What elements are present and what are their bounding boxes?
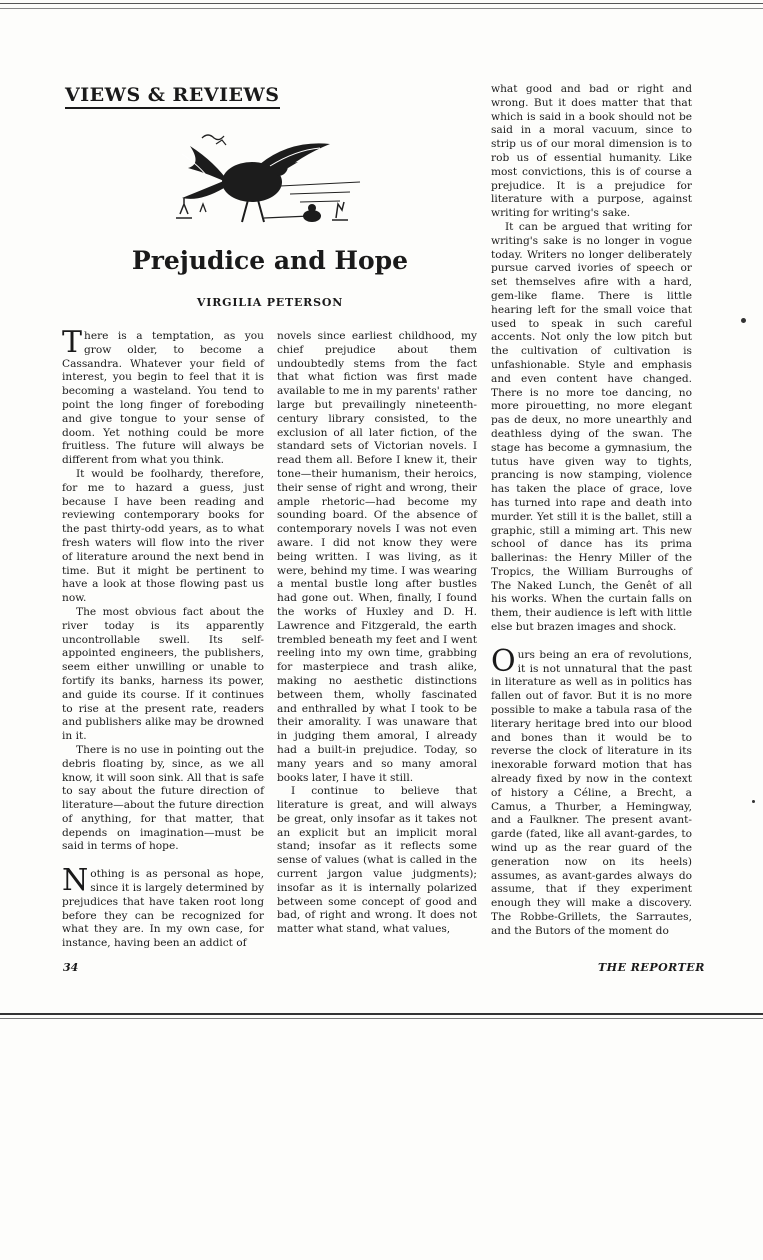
bird-illustration bbox=[160, 124, 370, 234]
top-rule-secondary bbox=[0, 8, 763, 9]
paragraph: Nothing is as personal as hope, since it is largely determined by prejudices that have taken root long before they can be recognized for what they are. In my own case, for instance, having been an addict of bbox=[62, 863, 264, 950]
paragraph: It would be foolhardy, therefore, for me to hazard a guess, just because I have been reading and reviewing contemporary books for the past thirty-odd years, as to what fresh waters will flow into the river of literature around the next bend in time. But it might be pertinent to have a look at those flowing past us now. bbox=[62, 467, 264, 605]
top-rule bbox=[0, 3, 763, 4]
paragraph: There is a temptation, as you grow older, to become a Cassandra. Whatever your field of interest, you begin to feel that it is becoming a wasteland. You tend to point the long finger of foreboding and give tongue to your sense of doom. Yet nothing could be more fruitless. The future will always be different from what you think. bbox=[62, 325, 264, 467]
column-3 bbox=[491, 83, 692, 953]
paragraph: novels since earliest childhood, my chief prejudice about them undoubtedly stems from the fact that what fiction was first made available to me in my parents' rather large but prevailingly nineteenth-century library consisted, to the exclusion of all later fiction, of the standard sets of Victorian novels. I read them all. Before I knew it, their tone—their humanism, their heroics, their sense of right and wrong, their ample rhetoric—had become my sounding board. Of the absence of contemporary novels I was not even aware. I did not know they were being written. I was living, as it were, behind my time. I was wearing a mental bustle long after bustles had gone out. When, finally, I found the works of Huxley and D. H. Lawrence and Fitzgerald, the earth trembled beneath my feet and I went reeling into my own time, grabbing for masterpiece and trash alike, making no aesthetic distinctions between them, wholly fascinated and enthralled by what I took to be their amorality. I was unaware that in judging them amoral, I already had a built-in prejudice. Today, so many years and so many amoral books later, I have it still. bbox=[277, 330, 477, 784]
bottom-rule bbox=[0, 1013, 763, 1015]
paragraph: what good and bad or right and wrong. But it does matter that that which is said in a book should not be said in a moral vacuum, since to strip us of our moral dimension is to rob us of essential humanity. Like most convictions, this is of course a prejudice. It is a prejudice for literature with a purpose, against writing for writing's sake. bbox=[491, 83, 692, 220]
page-number: 34 bbox=[63, 961, 79, 974]
paragraph: I continue to believe that literature is great, and will always be great, only insofar as it takes not an explicit but an implicit moral stand; insofar as it reflects some sense of values (what is called in the current jargon value judgments); insofar as it is internally polarized between some concept of good and bad, of right and wrong. It does not matter what stand, what values, bbox=[277, 785, 477, 936]
ink-speck bbox=[752, 800, 755, 803]
paragraph: There is no use in pointing out the debris floating by, since, as we all know, it will soon sink. All that is safe to say about the future direction of literature—about the future direction of anything, for that matter, that depends on imagination—must be said in terms of hope. bbox=[62, 743, 264, 853]
paragraph: Ours being an era of revolutions, it is not unnatural that the past in literature as well as in politics has fallen out of favor. But it is no more possible to make a tabula rasa of the literary heritage bred into our blood and bones than it would be to reverse the clock of literature in its inexorable forward motion that has already fixed by now in the context of history a Céline, a Brecht, a Camus, a Thurber, a Hemingway, and a Faulkner. The present avant-garde (fated, like all avant-gardes, to wind up as the rear guard of the generation now on its heels) assumes, as avant-gardes always do assume, that if they experiment enough they will make a discovery. The Robbe-Grillets, the Sarrautes, and the Butors of the moment do bbox=[491, 643, 692, 937]
paragraph: The most obvious fact about the river today is its apparently uncontrollable swell. Its self-appointed engineers, the publishers, seem either unwilling or unable to fortify its banks, harness its power, and guide its course. If it continues to rise at the present rate, readers and publishers alike may be drowned in it. bbox=[62, 605, 264, 743]
ink-speck bbox=[741, 318, 746, 323]
article-byline: VIRGILIA PETERSON bbox=[196, 296, 344, 309]
article-title: Prejudice and Hope bbox=[131, 246, 409, 275]
magazine-name: THE REPORTER bbox=[598, 961, 705, 974]
section-heading: VIEWS & REVIEWS bbox=[65, 84, 280, 109]
bottom-rule-secondary bbox=[0, 1018, 763, 1019]
column-2 bbox=[277, 330, 477, 952]
paragraph: It can be argued that writing for writing's sake is no longer in vogue today. Writers no longer deliberately pursue carved ivories of speech or set themselves afire with a hard, gem-like flame. There is little hearing left for the small voice that used to speak in such careful accents. Not only the low pitch but the cultivation of cultivation is unfashionable. Style and emphasis and even content have changed. There is no more toe dancing, no more pirouetting, no more elegant pas de deux, no more unearthly and deathless dying of the swan. The stage has become a gymnasium, the tutus have given way to tights, prancing is now stamping, violence has taken the place of grace, love has turned into rape and death into murder. Yet still it is the ballet, still a graphic, still a miming art. This new school of dance has its prima ballerinas: the Henry Miller of the Tropics, the William Burroughs of The Naked Lunch, the Genêt of all his works. When the curtain falls on them, their audience is left with little else but brazen images and shock. bbox=[491, 220, 692, 634]
column-1 bbox=[62, 325, 264, 950]
